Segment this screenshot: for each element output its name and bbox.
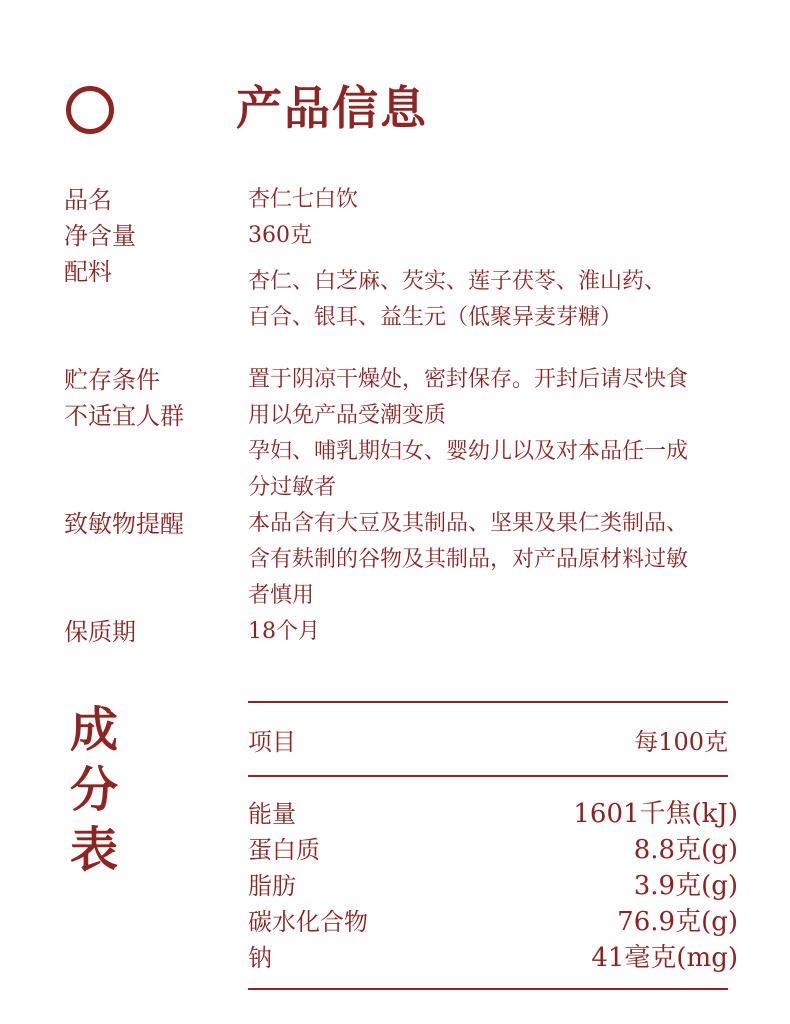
allergen-line: 者慎用 xyxy=(248,583,315,608)
value-ingredients xyxy=(248,264,748,336)
label-product-name: 品名 xyxy=(64,186,112,214)
label-unsuitable: 不适宜人群 xyxy=(64,402,184,430)
nutrient-value: 3.9克(g) xyxy=(633,871,738,901)
nutrient-value: 41毫克(mg) xyxy=(591,943,738,973)
label-storage: 贮存条件 xyxy=(64,366,160,394)
header-item: 项目 xyxy=(248,728,296,756)
table-row xyxy=(248,940,738,976)
table-row xyxy=(248,868,738,904)
table-header-rule xyxy=(248,775,728,777)
nutrient-value: 76.9克(g) xyxy=(617,907,738,937)
storage-line: 置于阴凉干燥处，密封保存。开封后请尽快食 xyxy=(248,367,689,392)
table-row xyxy=(248,904,738,940)
nutrition-title-char: 分 xyxy=(69,762,118,818)
table-row xyxy=(248,796,738,832)
value-allergen xyxy=(248,506,748,614)
label-ingredients: 配料 xyxy=(64,258,112,286)
unsuitable-line: 分过敏者 xyxy=(248,475,337,500)
nutrient-name: 碳水化合物 xyxy=(248,908,368,936)
label-allergen: 致敏物提醒 xyxy=(64,510,184,538)
label-shelf-life: 保质期 xyxy=(64,618,136,646)
value-storage xyxy=(248,362,748,434)
value-unsuitable xyxy=(248,434,748,506)
table-top-rule xyxy=(248,701,728,703)
ingredients-line: 百合、银耳、益生元（低聚异麦芽糖） xyxy=(248,305,623,330)
circle-icon xyxy=(66,86,114,134)
table-header-row xyxy=(248,724,728,760)
header-per-100g: 每100克 xyxy=(634,728,728,756)
label-net-content: 净含量 xyxy=(64,222,136,250)
page-title: 产品信息 xyxy=(236,81,428,135)
allergen-line: 含有麸制的谷物及其制品，对产品原材料过敏 xyxy=(248,547,689,572)
table-bottom-rule xyxy=(248,988,728,990)
value-shelf-life: 18个月 xyxy=(248,619,320,644)
value-product-name: 杏仁七白饮 xyxy=(248,187,359,212)
nutrient-value: 1601千焦(kJ) xyxy=(573,799,738,829)
nutrient-name: 能量 xyxy=(248,800,296,828)
value-net-content: 360克 xyxy=(248,223,312,248)
table-row xyxy=(248,832,738,868)
nutrient-name: 蛋白质 xyxy=(248,836,320,864)
nutrition-title-char: 成 xyxy=(69,702,118,758)
storage-line: 用以免产品受潮变质 xyxy=(248,403,447,428)
ingredients-line: 杏仁、白芝麻、芡实、莲子茯苓、淮山药、 xyxy=(248,269,667,294)
nutrient-name: 钠 xyxy=(248,944,272,972)
nutrition-title xyxy=(64,700,124,880)
nutrient-name: 脂肪 xyxy=(248,872,296,900)
nutrient-value: 8.8克(g) xyxy=(633,835,738,865)
unsuitable-line: 孕妇、哺乳期妇女、婴幼儿以及对本品任一成 xyxy=(248,439,689,464)
allergen-line: 本品含有大豆及其制品、坚果及果仁类制品、 xyxy=(248,511,689,536)
nutrition-title-char: 表 xyxy=(69,822,118,878)
